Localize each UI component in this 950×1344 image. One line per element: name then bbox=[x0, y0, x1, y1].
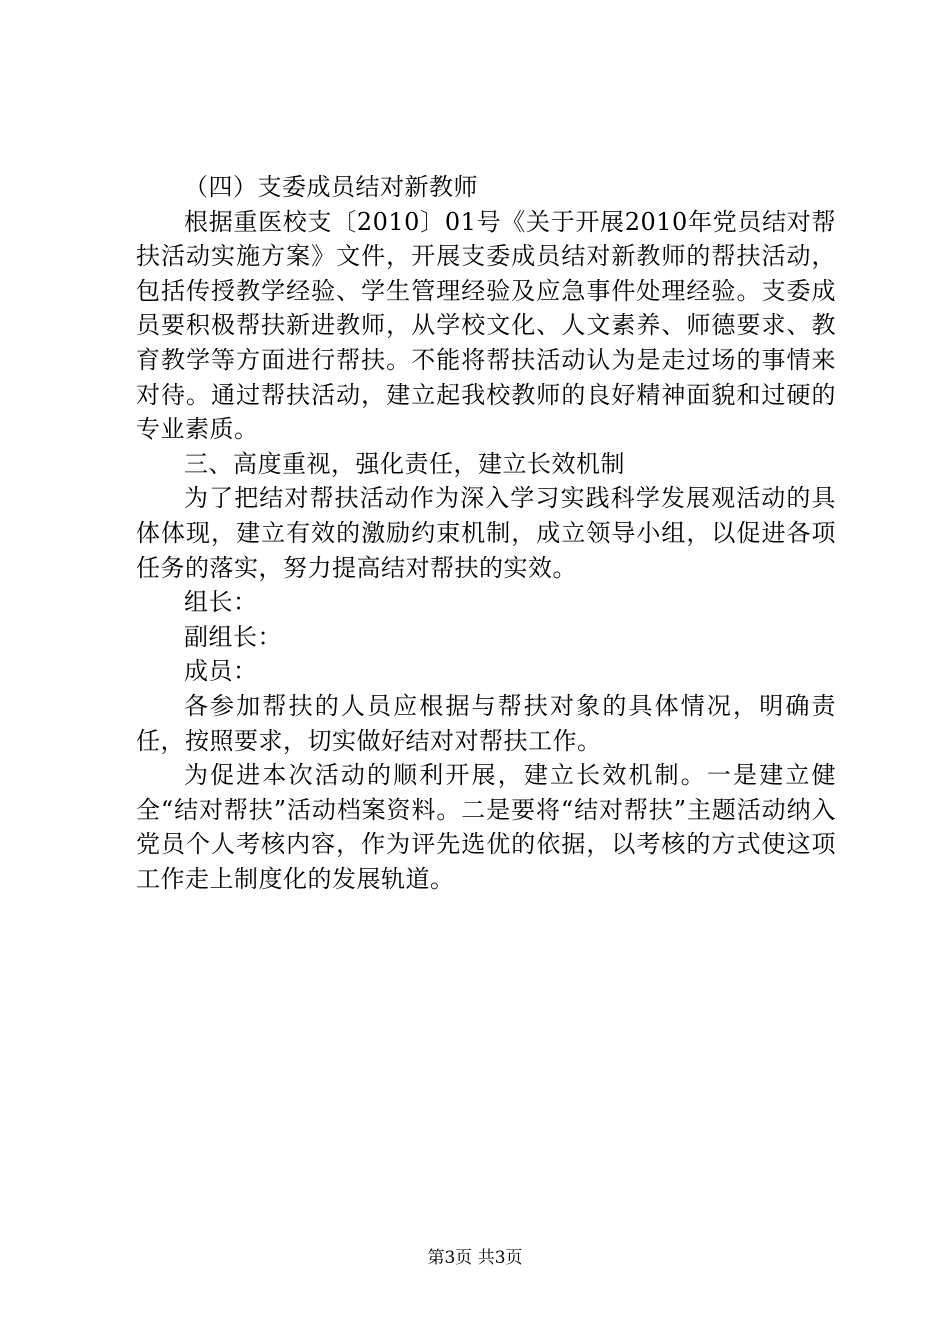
document-body bbox=[136, 170, 836, 896]
members-line: 成员： bbox=[184, 657, 258, 686]
paragraph-heading-4: （四）支委成员结对新教师 bbox=[184, 173, 478, 201]
paragraph-body: 为促进本次活动的顺利开展，建立长效机制。一是建立健全“结对帮扶”活动档案资料。二是要将“结对帮扶”主题活动纳入党员个人考核内容，作为评先选优的依据，以考核的方式使这项工作走上制度化的发展轨道。 bbox=[136, 761, 836, 893]
deputy-leader-line: 副组长： bbox=[184, 622, 282, 651]
page-footer: 第3页 共3页 bbox=[427, 1248, 523, 1268]
paragraph-body: 根据重医校支〔2010〕01号《关于开展2010年党员结对帮扶活动实施方案》文件，开展支委成员结对新教师的帮扶活动，包括传授教学经验、学生管理经验及应急事件处理经验。支委成员要积极帮扶新进教师，从学校文化、人文素养、师德要求、教育教学等方面进行帮扶。不能将帮扶活动认为是走过场的事情来对待。通过帮扶活动，建立起我校教师的良好精神面貌和过硬的专业素质。 bbox=[136, 207, 836, 444]
paragraph-body: 各参加帮扶的人员应根据与帮扶对象的具体情况，明确责任，按照要求，切实做好结对对帮扶工作。 bbox=[136, 691, 836, 755]
paragraph-body: 为了把结对帮扶活动作为深入学习实践科学发展观活动的具体体现，建立有效的激励约束机制，成立领导小组，以促进各项任务的落实，努力提高结对帮扶的实效。 bbox=[136, 484, 836, 582]
section-heading-3: 三、高度重视，强化责任，建立长效机制 bbox=[184, 449, 625, 478]
group-leader-line: 组长： bbox=[184, 588, 258, 617]
